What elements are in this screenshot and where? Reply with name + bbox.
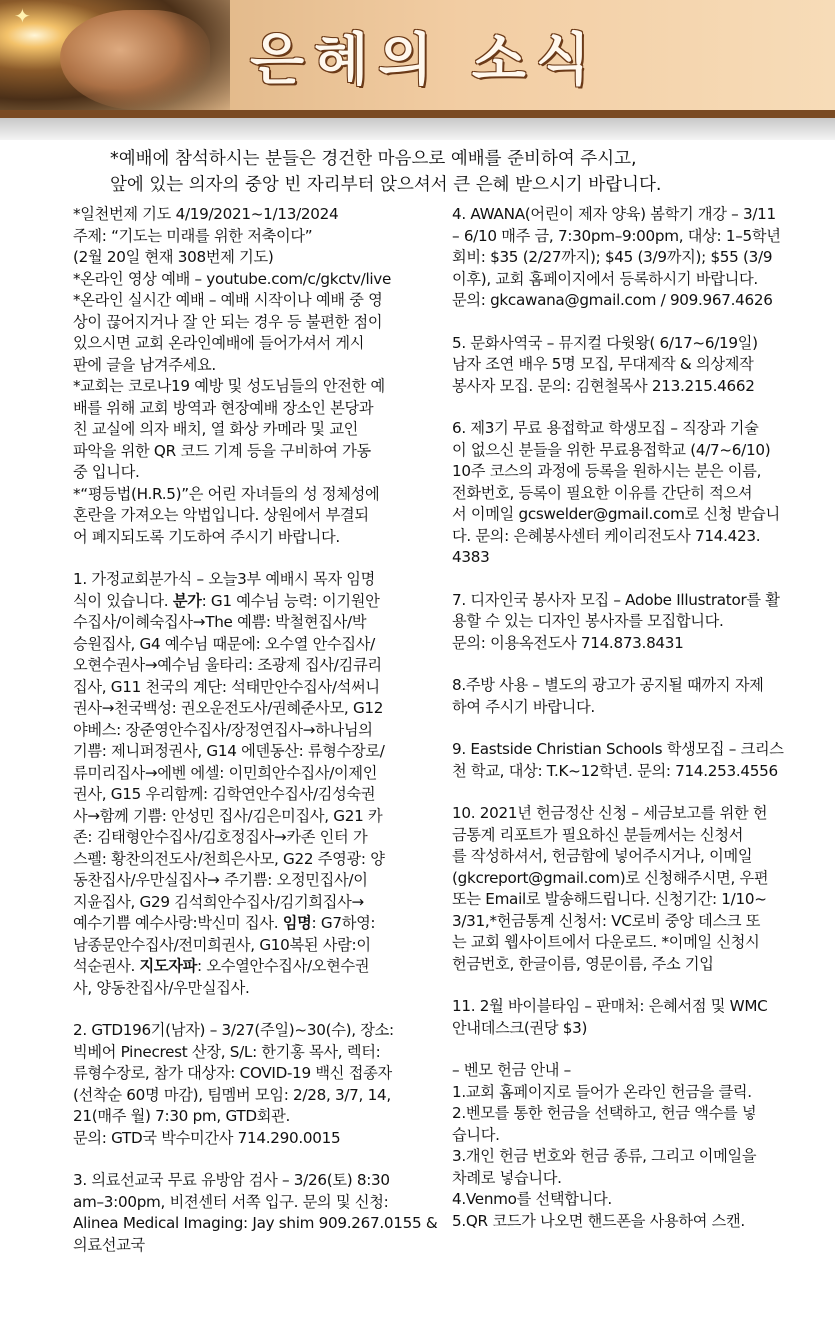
venmo-offering-guide bbox=[452, 1060, 816, 1232]
header-shadow-band bbox=[0, 118, 835, 140]
text-line: 오현수권사→예수님 울타리: 조광제 집사/김큐리 bbox=[73, 656, 382, 674]
text-line: (2월 20일 현재 308번제 기도) bbox=[73, 248, 274, 266]
text-line: *“평등법(H.R.5)”은 어린 자녀들의 성 정체성에 bbox=[73, 484, 380, 503]
text-line: 9. Eastside Christian Schools 학생모집 – 크리스 bbox=[452, 740, 784, 758]
text-line: 회비: $35 (2/27까지); $45 (3/9까지); $55 (3/9 bbox=[452, 248, 773, 266]
text-line: 스펠: 황찬의전도사/천희은사모, G22 주영광: 양 bbox=[73, 849, 385, 868]
text-line: 친 교실에 의자 배치, 열 화상 카메라 및 교인 bbox=[73, 420, 359, 438]
text-line: 2.벤모를 통한 헌금을 선택하고, 헌금 액수를 넣 bbox=[452, 1104, 757, 1122]
announcement-11-bible-time bbox=[452, 996, 816, 1039]
text-line: 서 이메일 gcswelder@gmail.com로 신청 받습니 bbox=[452, 505, 780, 523]
text-line: 빅베어 Pinecrest 산장, S/L: 한기홍 목사, 렉터: bbox=[73, 1042, 381, 1061]
text-line: 2. GTD196기(남자) – 3/27(주일)~30(수), 장소: bbox=[73, 1021, 394, 1039]
text-line: 판에 글을 남겨주세요. bbox=[73, 355, 216, 374]
announcement-5-musical bbox=[452, 333, 816, 398]
text-line: 5.QR 코드가 나오면 핸드폰을 사용하여 스캔. bbox=[452, 1211, 745, 1230]
text-line: 문의: 이용옥전도사 714.873.8431 bbox=[452, 633, 684, 652]
text-line: 21(매주 월) 7:30 pm, GTD회관. bbox=[73, 1107, 291, 1125]
announcement-general bbox=[73, 204, 441, 548]
text-line: 다. 문의: 은혜봉사센터 케이리전도사 714.423. bbox=[452, 526, 761, 545]
announcement-7-design bbox=[452, 590, 816, 655]
text-line: 지윤집사, G29 김석희안수집사/김기희집사→ bbox=[73, 892, 364, 911]
announcement-8-kitchen bbox=[452, 675, 816, 718]
announcement-1-house-church bbox=[73, 569, 441, 999]
text-line: 차례로 넣습니다. bbox=[452, 1168, 562, 1187]
text-line: 3. 의료선교국 무료 유방암 검사 – 3/26(토) 8:30 bbox=[73, 1171, 390, 1189]
text-line: *일천번제 기도 4/19/2021~1/13/2024 bbox=[73, 205, 339, 223]
left-column bbox=[73, 204, 441, 1256]
text-line: 3/31,*헌금통계 신청서: VC로비 중앙 데스크 또 bbox=[452, 911, 761, 930]
text-line: 봉사자 모집. 문의: 김현철목사 213.215.4662 bbox=[452, 376, 755, 395]
keyword-bunga: 분가 bbox=[172, 591, 202, 610]
text-line: 11. 2월 바이블타임 – 판매처: 은혜서점 및 WMC bbox=[452, 997, 768, 1015]
announcement-3-medical bbox=[73, 1170, 441, 1256]
praying-hands-photo bbox=[0, 0, 230, 118]
text-line: 식이 있습니다. 분가: G1 예수님 능력: 이기원안 bbox=[73, 591, 380, 610]
text-line: 중 입니다. bbox=[73, 463, 140, 481]
banner-divider bbox=[0, 110, 835, 118]
announcement-2-gtd bbox=[73, 1020, 441, 1149]
text-line: 파악을 위한 QR 코드 기계 등을 구비하여 가동 bbox=[73, 441, 371, 460]
text-line: 3.개인 헌금 번호와 헌금 종류, 그리고 이메일을 bbox=[452, 1147, 757, 1165]
candle-icon: ✦ bbox=[14, 4, 31, 28]
text-line: 10주 코스의 과정에 등록을 원하시는 분은 이름, bbox=[452, 462, 762, 480]
text-line: 석순권사. 지도자파: 오수열안수집사/오현수권 bbox=[73, 957, 370, 975]
text-line: 동찬집사/우만실집사→ 주기쁨: 오정민집사/이 bbox=[73, 871, 368, 889]
text-line: 이 없으신 분들을 위한 무료용접학교 (4/7~6/10) bbox=[452, 440, 771, 459]
text-line: 배를 위해 교회 방역과 현장예배 장소인 본당과 bbox=[73, 398, 374, 417]
text-line: 류형수장로, 참가 대상자: COVID-19 백신 접종자 bbox=[73, 1064, 392, 1082]
right-column bbox=[452, 204, 816, 1232]
text-line: 5. 문화사역국 – 뮤지컬 다윗왕( 6/17~6/19일) bbox=[452, 333, 758, 352]
text-line: 10. 2021년 헌금정산 신청 – 세금보고를 위한 헌 bbox=[452, 804, 768, 822]
text-line: 수집사/이혜숙집사→The 예쁨: 박철현집사/박 bbox=[73, 613, 367, 631]
text-line: 4.Venmo를 선택합니다. bbox=[452, 1190, 612, 1208]
text-line: 사→함께 기쁨: 안성민 집사/김은미집사, G21 카 bbox=[73, 806, 383, 825]
text-line: (gkcreport@gmail.com)로 신청해주시면, 우편 bbox=[452, 868, 769, 887]
notice-line: 앞에 있는 의자의 중앙 빈 자리부터 앉으셔서 큰 은혜 받으시기 바랍니다. bbox=[110, 175, 662, 195]
announcement-10-offering-report bbox=[452, 803, 816, 975]
text-line: 혼란을 가져오는 악법입니다. 상원에서 부결되 bbox=[73, 506, 369, 524]
text-line: Alinea Medical Imaging: Jay shim 909.267.0155 & bbox=[73, 1214, 438, 1232]
text-line: 류미리집사→에벤 에셀: 이민희안수집사/이제인 bbox=[73, 763, 378, 782]
text-line: 금통계 리포트가 필요하신 분들께서는 신청서 bbox=[452, 825, 744, 844]
text-line: 권사→천국백성: 권오운전도사/권혜준사모, G12 bbox=[73, 699, 384, 717]
text-line: 예수기쁨 예수사랑:박신미 집사. 임명: G7하영: bbox=[73, 914, 376, 932]
text-line: 4383 bbox=[452, 548, 490, 566]
text-line: 집사, G11 천국의 계단: 석태만안수집사/석써니 bbox=[73, 677, 380, 696]
announcement-9-school bbox=[452, 739, 816, 782]
worship-notice bbox=[110, 146, 810, 198]
text-line: 하여 주시기 바랍니다. bbox=[452, 697, 595, 716]
text-line: 기쁨: 제니퍼정권사, G14 에덴동산: 류형수장로/ bbox=[73, 742, 385, 760]
text-line: – 벤모 헌금 안내 – bbox=[452, 1061, 571, 1079]
text-line: 안내데스크(권당 $3) bbox=[452, 1018, 588, 1037]
text-line: 있으시면 교회 온라인예배에 들어가셔서 게시 bbox=[73, 334, 365, 352]
text-line: 8.주방 사용 – 별도의 광고가 공지될 때까지 자제 bbox=[452, 676, 764, 694]
text-line: *온라인 영상 예배 – youtube.com/c/gkctv/live bbox=[73, 269, 392, 288]
text-line: 상이 끊어지거나 잘 안 되는 경우 등 불편한 점이 bbox=[73, 312, 383, 331]
text-line: 를 작성하셔서, 헌금함에 넣어주시거나, 이메일 bbox=[452, 847, 753, 865]
text-line: 전화번호, 등록이 필요한 이유를 간단히 적으셔 bbox=[452, 483, 753, 502]
announcement-4-awana bbox=[452, 204, 816, 312]
text-line: 의료선교국 bbox=[73, 1235, 145, 1254]
text-line: 사, 양동찬집사/우만실집사. bbox=[73, 978, 250, 997]
text-line: 1.교회 홈페이지로 들어가 온라인 헌금을 클릭. bbox=[452, 1082, 752, 1101]
text-line: 용할 수 있는 디자인 봉사자를 모집합니다. bbox=[452, 612, 724, 630]
text-line: – 6/10 매주 금, 7:30pm–9:00pm, 대상: 1–5학년 bbox=[452, 226, 781, 245]
text-line: 천 학교, 대상: T.K~12학년. 문의: 714.253.4556 bbox=[452, 761, 778, 780]
text-line: 남자 조연 배우 5명 모집, 무대제작 & 의상제작 bbox=[452, 355, 754, 373]
text-line: 야베스: 장준영안수집사/장정연집사→하나님의 bbox=[73, 720, 373, 739]
header-banner bbox=[0, 0, 835, 118]
text-line: 어 폐지되도록 기도하여 주시기 바랍니다. bbox=[73, 527, 340, 546]
text-line: 문의: GTD국 박수미간사 714.290.0015 bbox=[73, 1128, 341, 1147]
keyword-leader-dispatch: 지도자파 bbox=[139, 957, 198, 975]
text-line: 4. AWANA(어린이 제자 양육) 봄학기 개강 – 3/11 bbox=[452, 205, 776, 223]
page-title: 은혜의 소식 bbox=[250, 27, 600, 93]
notice-line: *예배에 참석하시는 분들은 경건한 마음으로 예배를 준비하여 주시고, bbox=[110, 149, 637, 169]
text-line: 존: 김태형안수집사/김호정집사→카존 인터 가 bbox=[73, 828, 368, 846]
text-line: 이후), 교회 홈페이지에서 등록하시기 바랍니다. bbox=[452, 269, 758, 288]
text-line: 권사, G15 우리함께: 김학연안수집사/김성숙권 bbox=[73, 785, 376, 803]
praying-hands-image bbox=[60, 10, 210, 110]
text-line: 6. 제3기 무료 용접학교 학생모집 – 직장과 기술 bbox=[452, 419, 759, 437]
text-line: 남종문안수집사/전미희권사, G10복된 사람:이 bbox=[73, 935, 371, 954]
text-line: 1. 가정교회분가식 – 오늘3부 예배시 목자 임명 bbox=[73, 570, 376, 588]
announcement-6-welding bbox=[452, 418, 816, 569]
text-line: *온라인 실시간 예배 – 예배 시작이나 예배 중 영 bbox=[73, 291, 383, 309]
text-line: 문의: gkcawana@gmail.com / 909.967.4626 bbox=[452, 291, 773, 309]
keyword-appointment: 임명 bbox=[282, 914, 312, 932]
text-line: 는 교회 웹사이트에서 다운로드. *이메일 신청시 bbox=[452, 933, 760, 951]
text-line: 승원집사, G4 예수님 때문에: 오수열 안수집사/ bbox=[73, 634, 375, 653]
text-line: 또는 Email로 발송해드립니다. 신청기간: 1/10~ bbox=[452, 890, 767, 908]
text-line: 7. 디자인국 봉사자 모집 – Adobe Illustrator를 활 bbox=[452, 590, 780, 609]
text-line: (선착순 60명 마감), 팀멤버 모임: 2/28, 3/7, 14, bbox=[73, 1085, 391, 1104]
text-line: 습니다. bbox=[452, 1125, 500, 1144]
text-line: 헌금번호, 한글이름, 영문이름, 주소 기입 bbox=[452, 954, 714, 973]
text-line: *교회는 코로나19 예방 및 성도님들의 안전한 예 bbox=[73, 377, 385, 395]
text-line: am–3:00pm, 비젼센터 서쪽 입구. 문의 및 신청: bbox=[73, 1192, 389, 1211]
text-line: 주제: “기도는 미래를 위한 저축이다” bbox=[73, 226, 313, 245]
